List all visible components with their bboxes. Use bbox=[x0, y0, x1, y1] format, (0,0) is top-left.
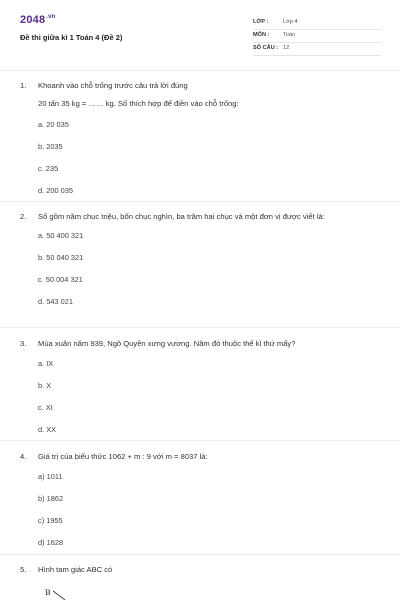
answer-option-b[interactable]: b) 1862 bbox=[38, 494, 64, 503]
logo-text: 2048 bbox=[20, 14, 46, 26]
answer-option-c[interactable]: c) 1955 bbox=[38, 516, 63, 525]
logo-suffix: .vn bbox=[46, 14, 56, 20]
answer-option-b[interactable]: b. X bbox=[38, 381, 52, 390]
answer-option-c[interactable]: c. 235 bbox=[38, 164, 59, 173]
question-header bbox=[20, 451, 380, 462]
question-text: Số gồm năm chục triệu, bốn chục nghìn, ba trăm hai chục và một đơn vị được viết là: bbox=[38, 212, 325, 221]
question-number: 4. bbox=[20, 452, 27, 461]
triangle-figure bbox=[45, 586, 85, 600]
meta-count-row bbox=[253, 42, 381, 56]
answer-option-a[interactable]: a. IX bbox=[38, 359, 54, 368]
header-divider bbox=[0, 70, 400, 71]
question-header bbox=[20, 211, 380, 222]
answer-option-b[interactable]: b. 2035 bbox=[38, 142, 63, 151]
meta-grade-value: Lớp 4 bbox=[283, 19, 298, 25]
question-divider bbox=[0, 554, 400, 555]
question-text: Khoanh vào chỗ trống trước câu trả lời đúng bbox=[38, 81, 188, 90]
answer-option-d[interactable]: d) 1628 bbox=[38, 538, 64, 547]
site-logo[interactable] bbox=[20, 14, 56, 26]
question-4 bbox=[20, 451, 380, 548]
meta-count-value: 12 bbox=[283, 45, 290, 51]
question-divider bbox=[0, 327, 400, 328]
question-1 bbox=[20, 80, 380, 196]
question-header bbox=[20, 564, 380, 575]
answer-option-c[interactable]: c. XI bbox=[38, 403, 53, 412]
answer-option-c[interactable]: c. 50 004 321 bbox=[38, 275, 83, 284]
question-3 bbox=[20, 338, 380, 435]
answer-option-a[interactable]: a) 1011 bbox=[38, 472, 63, 481]
meta-count-label: SỐ CÂU : bbox=[253, 45, 279, 51]
answer-option-d[interactable]: d. 543 021 bbox=[38, 297, 73, 306]
answer-option-a[interactable]: a. 20 035 bbox=[38, 120, 69, 129]
vertex-label-b: B bbox=[45, 587, 51, 597]
triangle-edge bbox=[45, 586, 85, 600]
answer-option-a[interactable]: a. 50 400 321 bbox=[38, 231, 84, 240]
meta-grade-row bbox=[253, 16, 381, 30]
question-number: 5. bbox=[20, 565, 27, 574]
question-header bbox=[20, 338, 380, 349]
meta-subject-label: MÔN : bbox=[253, 32, 270, 38]
exam-title: Đề thi giữa kì 1 Toán 4 (Đề 2) bbox=[20, 33, 123, 42]
question-divider bbox=[0, 440, 400, 441]
answer-option-b[interactable]: b. 50 040 321 bbox=[38, 253, 84, 262]
question-5 bbox=[20, 564, 380, 575]
meta-grade-label: LỚP : bbox=[253, 19, 269, 25]
question-number: 2. bbox=[20, 212, 27, 221]
meta-subject-row bbox=[253, 29, 381, 43]
meta-subject-value: Toán bbox=[283, 32, 296, 38]
question-subtext: 20 tấn 35 kg = …… kg. Số thích hợp để điền vào chỗ trống: bbox=[38, 99, 239, 108]
question-text: Mùa xuân năm 939, Ngô Quyền xưng vương. Năm đó thuộc thế kỉ thứ mấy? bbox=[38, 339, 296, 348]
question-2 bbox=[20, 211, 380, 307]
answer-option-d[interactable]: d. XX bbox=[38, 425, 57, 434]
page-header bbox=[0, 0, 400, 70]
question-text: Giá trị của biểu thức 1062 + m : 9 với m = 8037 là: bbox=[38, 452, 208, 461]
question-number: 3. bbox=[20, 339, 27, 348]
question-header bbox=[20, 80, 380, 91]
question-divider bbox=[0, 201, 400, 202]
answer-option-d[interactable]: d. 200 035 bbox=[38, 186, 73, 195]
question-text: Hình tam giác ABC có bbox=[38, 565, 113, 574]
question-number: 1. bbox=[20, 81, 27, 90]
